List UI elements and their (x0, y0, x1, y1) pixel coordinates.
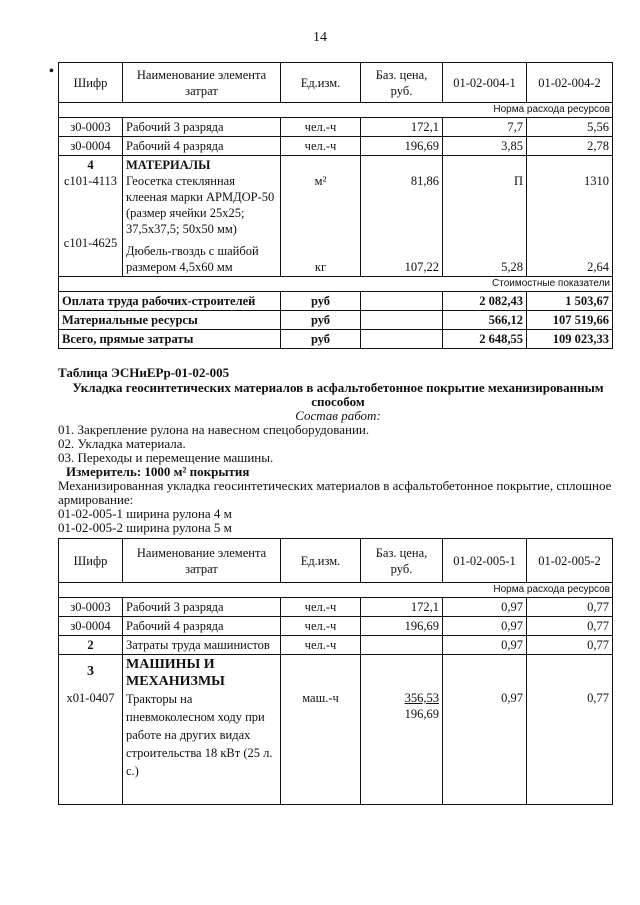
row-price: 107,22 (404, 260, 439, 274)
table1-header-row (59, 63, 613, 103)
header-variant-1: 01-02-005-1 (443, 539, 527, 583)
row-price: 356,53 (404, 691, 439, 705)
row-value-1: 0,97 (443, 636, 527, 655)
header-unit: Ед.изм. (281, 539, 361, 583)
materials-section (59, 156, 613, 277)
row-price: 196,69 (361, 617, 443, 636)
row-code: з0-0003 (59, 118, 123, 137)
table-row (59, 118, 613, 137)
resource-table-2 (58, 538, 613, 805)
header-variant-2: 01-02-004-2 (527, 63, 613, 103)
row-unit: чел.-ч (281, 636, 361, 655)
row-value-1: 7,7 (443, 118, 527, 137)
machines-section (59, 655, 613, 805)
norma-label: Норма расхода ресурсов (59, 583, 613, 598)
header-code: Шифр (59, 63, 123, 103)
work-step: 01. Закрепление рулона на навесном спецоборудовании. (58, 422, 370, 437)
row-value-2: 5,56 (527, 118, 613, 137)
row-value-2: 0,77 (587, 691, 609, 705)
row-value-2: 0,77 (527, 617, 613, 636)
row-price: 172,1 (361, 598, 443, 617)
row-name: Рабочий 3 разряда (123, 598, 281, 617)
row-unit: кг (314, 260, 327, 274)
resource-table-1 (58, 62, 613, 349)
row-value-2: 2,78 (527, 137, 613, 156)
row-unit: чел.-ч (281, 617, 361, 636)
total-unit: руб (281, 292, 361, 311)
cost-label: Стоимостные показатели (59, 277, 613, 292)
section-title: МАТЕРИАЛЫ (126, 158, 211, 172)
page-number: 14 (313, 30, 327, 45)
totals-row (59, 292, 613, 311)
total-name: Материальные ресурсы (59, 311, 281, 330)
row-price: 196,69 (361, 137, 443, 156)
row-name: Геосетка стеклянная клееная марки АРМДОР-50 (размер ячейки 25х25; 37,5х37,5; 50х50 мм) (126, 174, 275, 236)
header-name: Наименование элемента затрат (123, 539, 281, 583)
row-unit: чел.-ч (281, 598, 361, 617)
row-code: з0-0003 (59, 598, 123, 617)
row-code: з0-0004 (59, 617, 123, 636)
work-step: 03. Переходы и перемещение машины. (58, 450, 274, 465)
total-unit: руб (281, 330, 361, 349)
total-unit: руб (281, 311, 361, 330)
row-value-1: 5,28 (501, 260, 523, 274)
header-variant-1: 01-02-004-1 (443, 63, 527, 103)
total-value-1: 2 648,55 (443, 330, 527, 349)
total-name: Всего, прямые затраты (59, 330, 281, 349)
row-value-2: 0,77 (527, 598, 613, 617)
row-price-secondary: 196,69 (404, 707, 439, 721)
row-value-2: 1310 (584, 174, 609, 188)
variant-line: 01-02-005-2 ширина рулона 5 м (58, 520, 232, 535)
description: Механизированная укладка геосинтетических материалов в асфальтобетонное покрытие, сплошное армирование: (58, 478, 612, 507)
row-value-1: 3,85 (443, 137, 527, 156)
header-price: Баз. цена, руб. (361, 63, 443, 103)
total-name: Оплата труда рабочих-строителей (59, 292, 281, 311)
section-heading: Укладка геосинтетических материалов в асфальтобетонное покрытие механизированным способом (72, 380, 604, 409)
row-value-1: 0,97 (501, 691, 523, 705)
row-value-1: 0,97 (443, 617, 527, 636)
row-code: х01-0407 (66, 691, 115, 705)
row-unit: чел.-ч (281, 118, 361, 137)
total-value-1: 2 082,43 (443, 292, 527, 311)
row-name: Затраты труда машинистов (123, 636, 281, 655)
row-price: 172,1 (361, 118, 443, 137)
row-price: 81,86 (410, 174, 439, 188)
table-row (59, 617, 613, 636)
totals-row (59, 330, 613, 349)
section-title: МАШИНЫ И МЕХАНИЗМЫ (126, 657, 225, 689)
row-value-1: 0,97 (443, 598, 527, 617)
totals-row (59, 311, 613, 330)
table2-header-row (59, 539, 613, 583)
row-unit: м² (314, 174, 327, 188)
table-title: Таблица ЭСНиЕРр-01-02-005 (58, 365, 230, 380)
row-code: с101-4113 (64, 174, 117, 188)
header-unit: Ед.изм. (281, 63, 361, 103)
margin-mark: • (49, 64, 54, 79)
table-row (59, 137, 613, 156)
total-value-1: 566,12 (443, 311, 527, 330)
header-name: Наименование элемента затрат (123, 63, 281, 103)
row-value-2: 2,64 (587, 260, 609, 274)
row-unit: маш.-ч (302, 691, 339, 705)
section-number: 3 (87, 664, 94, 679)
section-number: 4 (87, 158, 94, 172)
row-code: с101-4625 (63, 236, 118, 250)
header-code: Шифр (59, 539, 123, 583)
norma-label: Норма расхода ресурсов (59, 103, 613, 118)
row-value-2: 0,77 (527, 636, 613, 655)
table-row (59, 598, 613, 617)
table-row (59, 636, 613, 655)
work-step: 02. Укладка материала. (58, 436, 186, 451)
composition-label: Состав работ: (295, 408, 381, 423)
total-value-2: 107 519,66 (527, 311, 613, 330)
row-unit: чел.-ч (281, 137, 361, 156)
row-code: з0-0004 (59, 137, 123, 156)
row-name: Тракторы на пневмоколесном ходу при работе на других видах строительства 18 кВт (25 л. с.) (126, 692, 273, 778)
measure-unit: Измеритель: 1000 м² покрытия (66, 464, 250, 479)
total-value-2: 109 023,33 (527, 330, 613, 349)
row-value-1: П (513, 174, 523, 188)
variant-line: 01-02-005-1 ширина рулона 4 м (58, 506, 232, 521)
row-name: Рабочий 4 разряда (123, 137, 281, 156)
row-code: 2 (59, 636, 123, 655)
row-name: Рабочий 3 разряда (123, 118, 281, 137)
header-variant-2: 01-02-005-2 (527, 539, 613, 583)
row-name: Дюбель-гвоздь с шайбой размером 4,5х60 мм (126, 244, 259, 274)
row-name: Рабочий 4 разряда (123, 617, 281, 636)
total-value-2: 1 503,67 (527, 292, 613, 311)
header-price: Баз. цена, руб. (361, 539, 443, 583)
